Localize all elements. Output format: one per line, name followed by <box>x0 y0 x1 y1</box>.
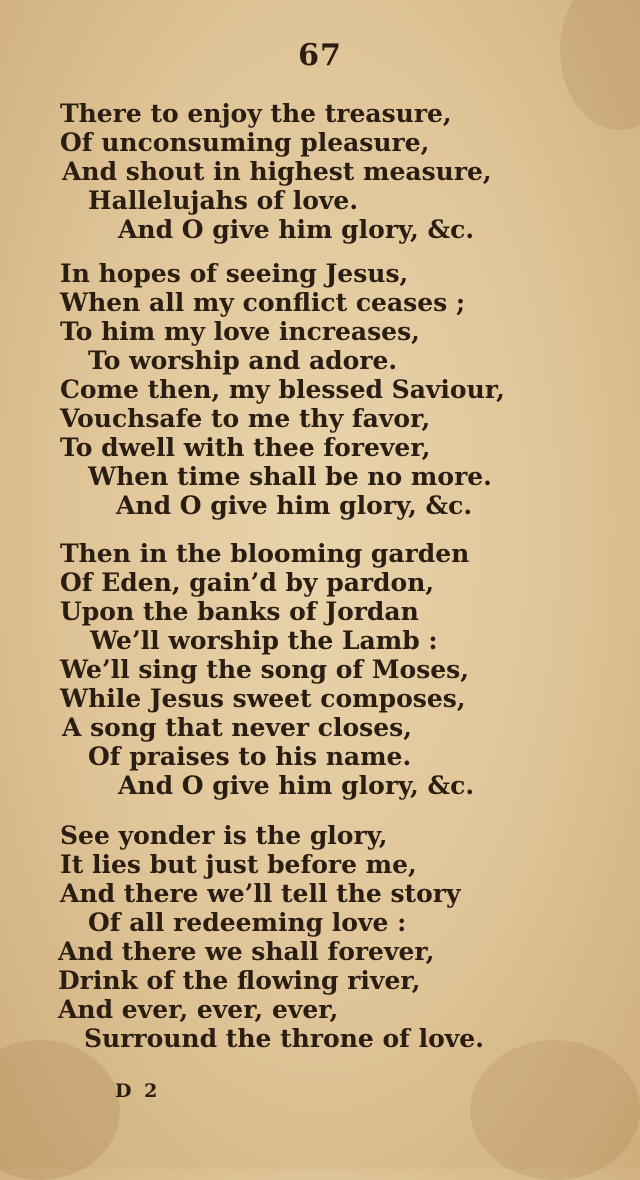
chorus-line: And O give him glory, &c. <box>118 215 475 244</box>
chorus-line: And O give him glory, &c. <box>118 771 475 800</box>
verse-line: It lies but just before me, <box>60 850 417 879</box>
verse-line: And ever, ever, ever, <box>58 995 339 1024</box>
paper-stain <box>0 1040 120 1180</box>
verse-line: Then in the blooming garden <box>60 539 470 568</box>
verse-line: While Jesus sweet composes, <box>60 684 466 713</box>
verse-line: And there we shall forever, <box>58 937 435 966</box>
verse-line: In hopes of seeing Jesus, <box>60 259 409 288</box>
verse-line: Of praises to his name. <box>88 742 412 771</box>
verse-line: Drink of the flowing river, <box>58 966 421 995</box>
verse-line: Hallelujahs of love. <box>88 186 359 215</box>
chorus-line: And O give him glory, &c. <box>116 491 473 520</box>
verse-line: To worship and adore. <box>88 346 398 375</box>
verse-line: And there we’ll tell the story <box>60 879 461 908</box>
verse-line: When time shall be no more. <box>88 462 492 491</box>
verse-line: To him my love increases, <box>60 317 420 346</box>
verse-line: There to enjoy the treasure, <box>60 99 452 128</box>
verse-line: We’ll worship the Lamb : <box>90 626 438 655</box>
verse-line: And shout in highest measure, <box>62 157 492 186</box>
verse-line: Of all redeeming love : <box>88 908 407 937</box>
verse-line: When all my conflict ceases ; <box>60 288 466 317</box>
verse-line: We’ll sing the song of Moses, <box>60 655 469 684</box>
verse-line: Upon the banks of Jordan <box>60 597 419 626</box>
verse-line: To dwell with thee forever, <box>60 433 431 462</box>
verse-line: Vouchsafe to me thy favor, <box>60 404 431 433</box>
verse-line: Of unconsuming pleasure, <box>60 128 430 157</box>
signature-mark: D 2 <box>115 1080 161 1102</box>
page-number: 67 <box>298 38 342 73</box>
verse-line: A song that never closes, <box>62 713 412 742</box>
verse-line: See yonder is the glory, <box>60 821 388 850</box>
verse-line: Of Eden, gain’d by pardon, <box>60 568 435 597</box>
paper-stain <box>470 1040 640 1180</box>
verse-line: Surround the throne of love. <box>84 1024 484 1053</box>
verse-line: Come then, my blessed Saviour, <box>60 375 505 404</box>
